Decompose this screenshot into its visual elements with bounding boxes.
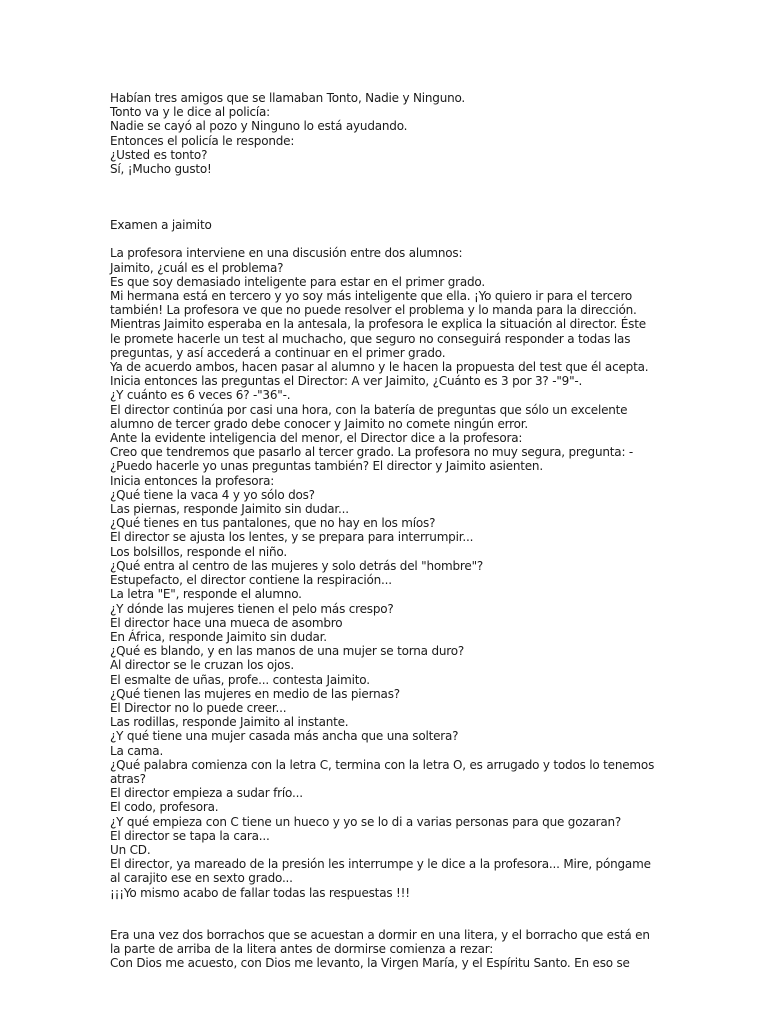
text-line: El director se ajusta los lentes, y se prepara para interrumpir... [110,530,474,545]
joke-borrachos-litera [110,928,760,971]
text-line: ¿Qué es blando, y en las manos de una mujer se torna duro? [110,644,465,659]
text-line: Mientras Jaimito esperaba en la antesala, la profesora le explica la situación al director. Éste [110,317,646,332]
section-title: Examen a jaimito [110,218,212,233]
text-line: Las piernas, responde Jaimito sin dudar... [110,502,349,517]
text-line: Nadie se cayó al pozo y Ninguno lo está ayudando. [110,119,408,134]
text-line: ¿Qué palabra comienza con la letra C, termina con la letra O, es arrugado y todos lo tenemos [110,757,655,772]
text-line: Entonces el policía le responde: [110,133,295,148]
text-line: Los bolsillos, responde el niño. [110,544,287,559]
text-line: La cama. [110,743,164,758]
text-line: ¿Y qué tiene una mujer casada más ancha que una soltera? [110,729,459,744]
text-line: Con Dios me acuesto, con Dios me levanto, la Virgen María, y el Espíritu Santo. En eso se [110,956,630,971]
text-line: ¿Qué entra al centro de las mujeres y solo detrás del "hombre"? [110,558,484,573]
text-line: Estupefacto, el director contiene la respiración... [110,573,392,588]
text-line: El director empieza a sudar frío... [110,786,303,801]
spacer [110,900,760,928]
text-line: La profesora interviene en una discusión entre dos alumnos: [110,246,463,261]
text-line: El director hace una mueca de asombro [110,615,343,630]
text-line: La letra "E", responde el alumno. [110,587,302,602]
spacer [110,176,760,218]
text-line: El director, ya mareado de la presión les interrumpe y le dice a la profesora... Mire, póngame [110,857,651,872]
text-line: Es que soy demasiado inteligente para estar en el primer grado. [110,274,485,289]
text-line: Sí, ¡Mucho gusto! [110,162,212,177]
text-line: Inicia entonces las preguntas el Director: A ver Jaimito, ¿Cuánto es 3 por 3? -"9"-. [110,374,583,389]
text-line: Mi hermana está en tercero y yo soy más inteligente que ella. ¡Yo quiero ir para el tercero [110,289,633,304]
text-line: El codo, profesora. [110,800,219,815]
text-line: Ya de acuerdo ambos, hacen pasar al alumno y le hacen la propuesta del test que él acepta. [110,360,649,375]
joke-tonto-nadie-ninguno [110,91,760,176]
text-line: Tonto va y le dice al policía: [110,105,271,120]
text-line: El director se tapa la cara... [110,828,270,843]
text-line: El director continúa por casi una hora, con la batería de preguntas que sólo un excelente [110,402,628,417]
text-line: Un CD. [110,842,151,857]
text-line: Las rodillas, responde Jaimito al instante. [110,715,349,730]
text-line: En África, responde Jaimito sin dudar. [110,629,327,644]
text-line: Era una vez dos borrachos que se acuestan a dormir en una litera, y el borracho que está en [110,927,650,942]
text-line: ¿Qué tiene la vaca 4 y yo sólo dos? [110,487,315,502]
text-line: Inicia entonces la profesora: [110,473,275,488]
text-line: Habían tres amigos que se llamaban Tonto, Nadie y Ninguno. [110,91,466,105]
document-page [110,91,760,970]
spacer [110,232,760,246]
text-line: Al director se le cruzan los ojos. [110,658,294,673]
text-line: atras? [110,771,146,786]
text-line: alumno de tercer grado debe conocer y Jaimito no comete ningún error. [110,416,529,431]
text-line: Creo que tendremos que pasarlo al tercer grado. La profesora no muy segura, pregunta: - [110,445,634,460]
text-line: al carajito ese en sexto grado... [110,871,293,886]
text-line: le promete hacerle un test al muchacho, que seguro no conseguirá responder a todas las [110,331,631,346]
text-line: ¿Puedo hacerle yo unas preguntas también? El director y Jaimito asienten. [110,459,543,474]
text-line: ¿Y cuánto es 6 veces 6? -"36"-. [110,388,291,403]
joke-examen-jaimito [110,246,760,899]
text-line: Jaimito, ¿cuál es el problema? [110,260,284,275]
text-line: ¿Qué tienes en tus pantalones, que no hay en los míos? [110,516,436,531]
text-line: Ante la evidente inteligencia del menor, el Director dice a la profesora: [110,431,523,446]
text-line: ¡¡¡Yo mismo acabo de fallar todas las respuestas !!! [110,885,410,900]
text-line: ¿Y qué empieza con C tiene un hueco y yo se lo di a varias personas para que gozaran? [110,814,622,829]
text-line: preguntas, y así accederá a continuar en el primer grado. [110,345,446,360]
text-line: El esmalte de uñas, profe... contesta Jaimito. [110,672,370,687]
text-line: El Director no lo puede creer... [110,700,287,715]
text-line: también! La profesora ve que no puede resolver el problema y lo manda para la dirección. [110,303,637,318]
text-line: ¿Qué tienen las mujeres en medio de las piernas? [110,686,400,701]
text-line: la parte de arriba de la litera antes de dormirse comienza a rezar: [110,941,494,956]
text-line: ¿Y dónde las mujeres tienen el pelo más crespo? [110,601,394,616]
text-line: ¿Usted es tonto? [110,147,208,162]
